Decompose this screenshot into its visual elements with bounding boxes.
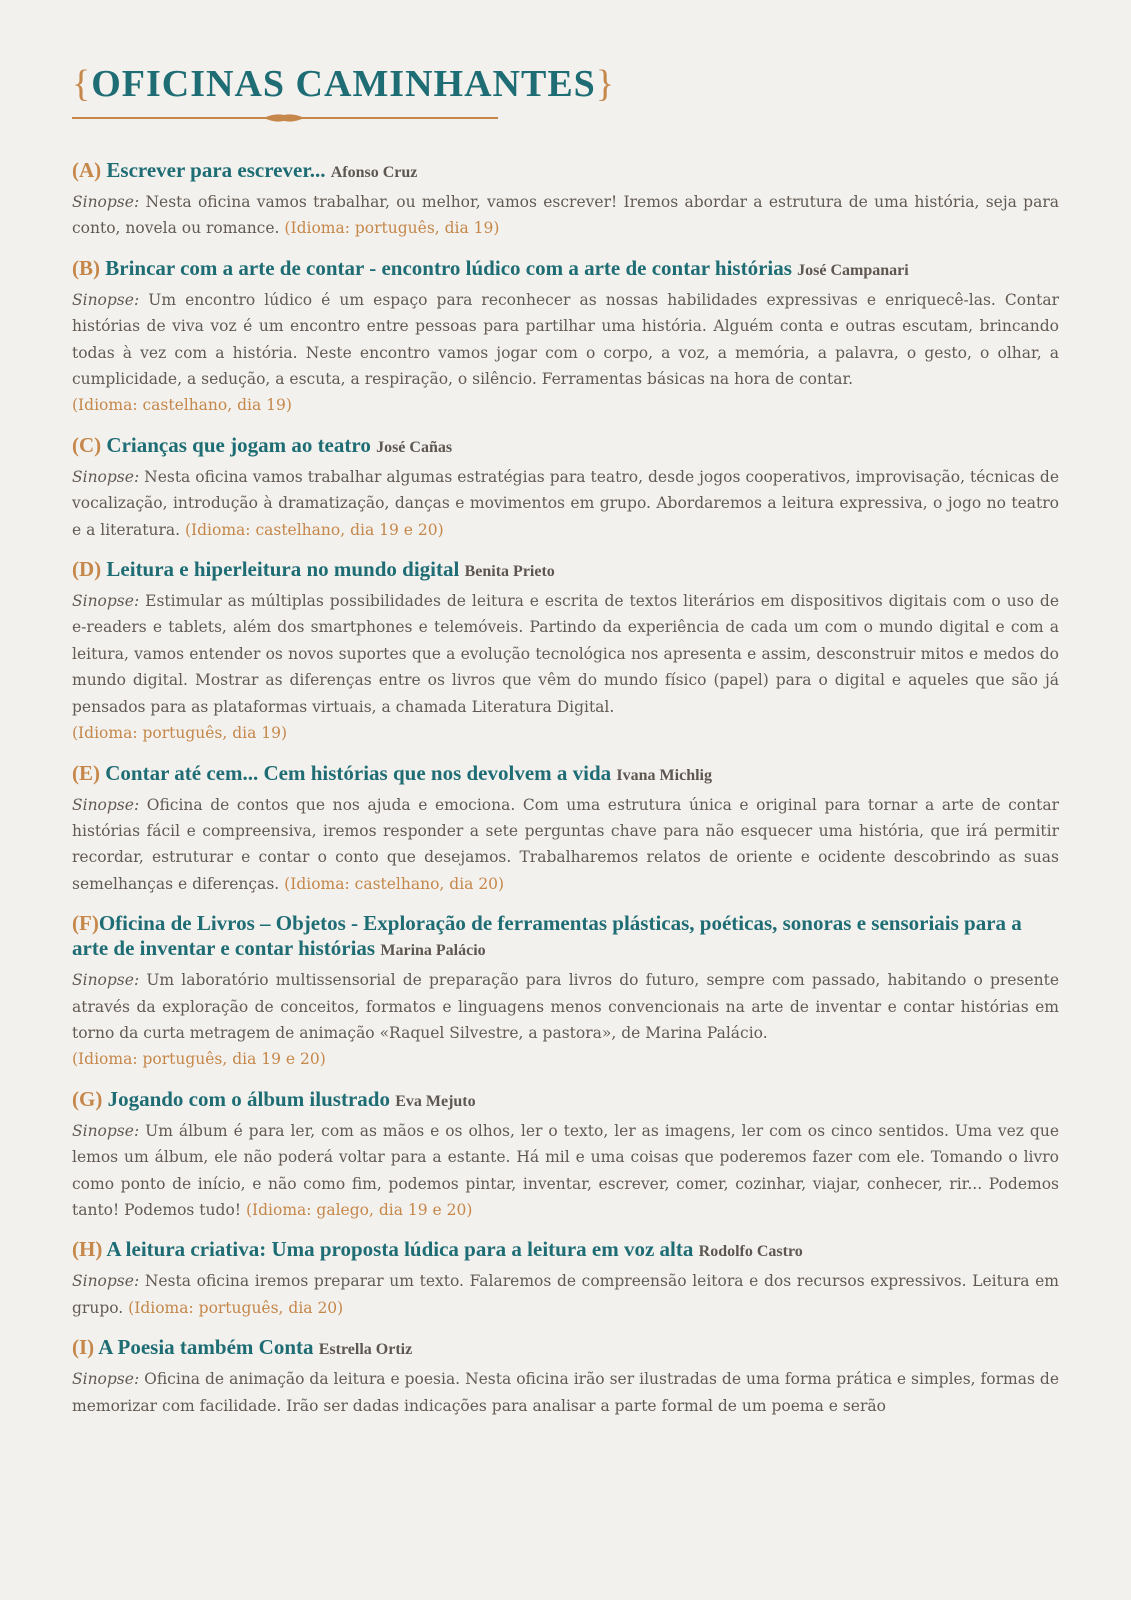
synopsis-text: Oficina de animação da leitura e poesia. Nesta oficina irão ser ilustradas de uma forma prática e simples, formas de memorizar com facilidade. Irão ser dadas indicações para analisar a parte formal de um poema e serão [72,1370,1059,1415]
synopsis-text: Um laboratório multissensorial de preparação para livros do futuro, sempre com passado, habitando o presente através da exploração de conceitos, formatos e linguagens menos convencionais na arte de inventar e contar histórias em torno da curta metragem de animação «Raquel Silvestre, a pastora», de Marina Palácio. [72,971,1059,1042]
synopsis-text: Um encontro lúdico é um espaço para reconhecer as nossas habilidades expressivas e enriquecê-las. Contar histórias de viva voz é um encontro entre pessoas para partilhar uma história. Alguém conta e outras escutam, brincando todas à vez com a história. Neste encontro vamos jogar com o corpo, a voz, a memória, a palavra, o gesto, o olhar, a cumplicidade, a sedução, a escuta, a respiração, o silêncio. Ferramentas básicas na hora de contar. [72,290,1059,389]
workshop-name: Leitura e hiperleitura no mundo digital [106,557,460,582]
workshop-letter: (D) [72,557,102,582]
workshop-letter: (G) [72,1086,103,1111]
workshop-name: Escrever para escrever... [106,158,326,182]
workshop-synopsis [72,464,1059,543]
workshop-name: A Poesia também Conta [98,1335,314,1360]
workshop-author: José Cañas [376,438,453,456]
workshop-language: (Idioma: português, dia 19 e 20) [72,1050,326,1069]
workshop-name: Oficina de Livros – Objetos - Exploração de ferramentas plásticas, poéticas, sonoras e sensoriais para a arte de inventar e contar histórias [72,911,1022,961]
workshop-name: Contar até cem... Cem histórias que nos devolvem a vida [105,760,612,785]
workshop-entry-e [72,761,1059,898]
workshop-name: Crianças que jogam ao teatro [106,432,371,457]
synopsis-text: Oficina de contos que nos ajuda e emociona. Com uma estrutura única e original para tornar a arte de contar histórias fácil e compreensiva, iremos responder a sete perguntas chave para não esquecer uma história, que irá permitir recordar, estruturar e contar o conto que desejamos. Trabalharemos relatos de oriente e ocidente descobrindo as suas semelhanças e diferenças. [72,795,1059,893]
workshop-title [72,256,1059,283]
workshop-name: Brincar com a arte de contar - encontro lúdico com a arte de contar histórias [105,255,792,280]
synopsis-label: Sinopse: [72,193,140,211]
workshop-author: Ivana Michlig [616,766,712,784]
synopsis-text: Nesta oficina iremos preparar um texto. Falaremos de compreensão leitora e dos recursos expressivos. Leitura em grupo. [72,1272,1059,1317]
title-text: OFICINAS CAMINHANTES [91,63,596,105]
synopsis-text: Nesta oficina vamos trabalhar algumas estratégias para teatro, desde jogos cooperativos, improvisação, técnicas de vocalização, introdução à dramatização, danças e movimentos em grupo. Abordaremos a leitura expressiva, o jogo no teatro e a literatura. [72,467,1059,539]
workshop-letter: (B) [72,255,100,280]
workshop-author: Afonso Cruz [330,164,418,181]
workshop-letter: (A) [72,158,102,182]
workshop-synopsis [72,967,1059,1073]
workshop-entry-h [72,1237,1059,1321]
workshop-language: (Idioma: galego, dia 19 e 20) [245,1200,473,1219]
workshop-letter: (F) [72,911,99,936]
workshop-title [72,761,1059,788]
workshop-author: Marina Palácio [380,942,486,960]
workshop-title [72,1237,1059,1264]
brace-close: } [595,63,616,105]
workshop-list [72,158,1059,1419]
workshop-title [72,158,1059,185]
workshop-language: (Idioma: português, dia 20) [128,1298,344,1317]
workshop-author: Rodolfo Castro [698,1243,803,1261]
synopsis-label: Sinopse: [72,1370,140,1389]
workshop-language: (Idioma: português, dia 19) [72,724,288,743]
title-divider [72,112,498,124]
workshop-synopsis [72,1366,1059,1419]
workshop-name: A leitura criativa: Uma proposta lúdica para a leitura em voz alta [106,1237,694,1262]
workshop-name: Jogando com o álbum ilustrado [107,1086,390,1111]
workshop-synopsis [72,287,1059,419]
workshop-author: Eva Mejuto [395,1092,476,1110]
synopsis-label: Sinopse: [72,971,140,990]
workshop-entry-b [72,256,1059,419]
workshop-letter: (H) [72,1237,103,1262]
synopsis-label: Sinopse: [72,467,140,486]
workshop-title [72,911,1059,963]
page-header [72,62,1059,124]
workshop-entry-g [72,1087,1059,1224]
workshop-entry-a [72,158,1059,242]
synopsis-label: Sinopse: [72,290,140,309]
synopsis-label: Sinopse: [72,1272,140,1291]
workshop-author: José Campanari [797,261,909,279]
workshop-synopsis [72,792,1059,898]
workshop-author: Estrella Ortiz [318,1341,413,1359]
synopsis-text: Nesta oficina vamos trabalhar, ou melhor, vamos escrever! Iremos abordar a estrutura de uma história, seja para conto, novela ou romance. [72,193,1059,238]
workshop-title [72,1087,1059,1114]
synopsis-label: Sinopse: [72,592,140,611]
workshop-language: (Idioma: castelhano, dia 19 e 20) [184,520,444,539]
synopsis-label: Sinopse: [72,1121,140,1140]
workshop-synopsis [72,1118,1059,1224]
workshop-entry-d [72,557,1059,746]
synopsis-label: Sinopse: [72,795,140,814]
brace-open: { [72,63,92,105]
workshop-entry-i [72,1335,1059,1419]
workshop-letter: (I) [72,1335,95,1360]
synopsis-text: Estimular as múltiplas possibilidades de leitura e escrita de textos literários em dispositivos digitais com o uso de e-readers e tablets, além dos smartphones e telemóveis. Partindo da experiência de cada um com o mundo digital e com a leitura, vamos entender os novos suportes que a evolução tecnológica nos apresenta e assim, desconstruir mitos e medos do mundo digital. Mostrar as diferenças entre os livros que vêm do mundo físico (papel) para o digital e aqueles que são já pensados para as plataformas virtuais, a chamada Literatura Digital. [72,592,1059,716]
workshop-entry-f [72,911,1059,1073]
page-title [72,62,1059,106]
workshop-language: (Idioma: castelhano, dia 20) [284,874,505,893]
workshop-author: Benita Prieto [464,563,555,581]
workshop-title [72,557,1059,584]
workshop-language: (Idioma: castelhano, dia 19) [72,396,292,415]
workshop-synopsis [72,1268,1059,1321]
workshop-letter: (C) [72,432,102,457]
divider-ornament-icon [264,113,304,123]
workshop-language: (Idioma: português, dia 19) [284,219,500,238]
workshop-entry-c [72,433,1059,543]
workshop-synopsis [72,588,1059,746]
workshop-letter: (E) [72,760,100,785]
workshop-synopsis [72,189,1059,242]
workshop-title [72,1335,1059,1362]
synopsis-text: Um álbum é para ler, com as mãos e os olhos, ler o texto, ler as imagens, ler com os cinco sentidos. Uma vez que lemos um álbum, ele não poderá voltar para a estante. Há mil e uma coisas que poderemos fazer com ele. Tomando o livro como ponto de início, e não como fim, podemos pintar, inventar, escrever, comer, cozinhar, viajar, conhecer, rir... Podemos tanto! Podemos tudo! [72,1121,1059,1219]
workshop-title [72,433,1059,460]
